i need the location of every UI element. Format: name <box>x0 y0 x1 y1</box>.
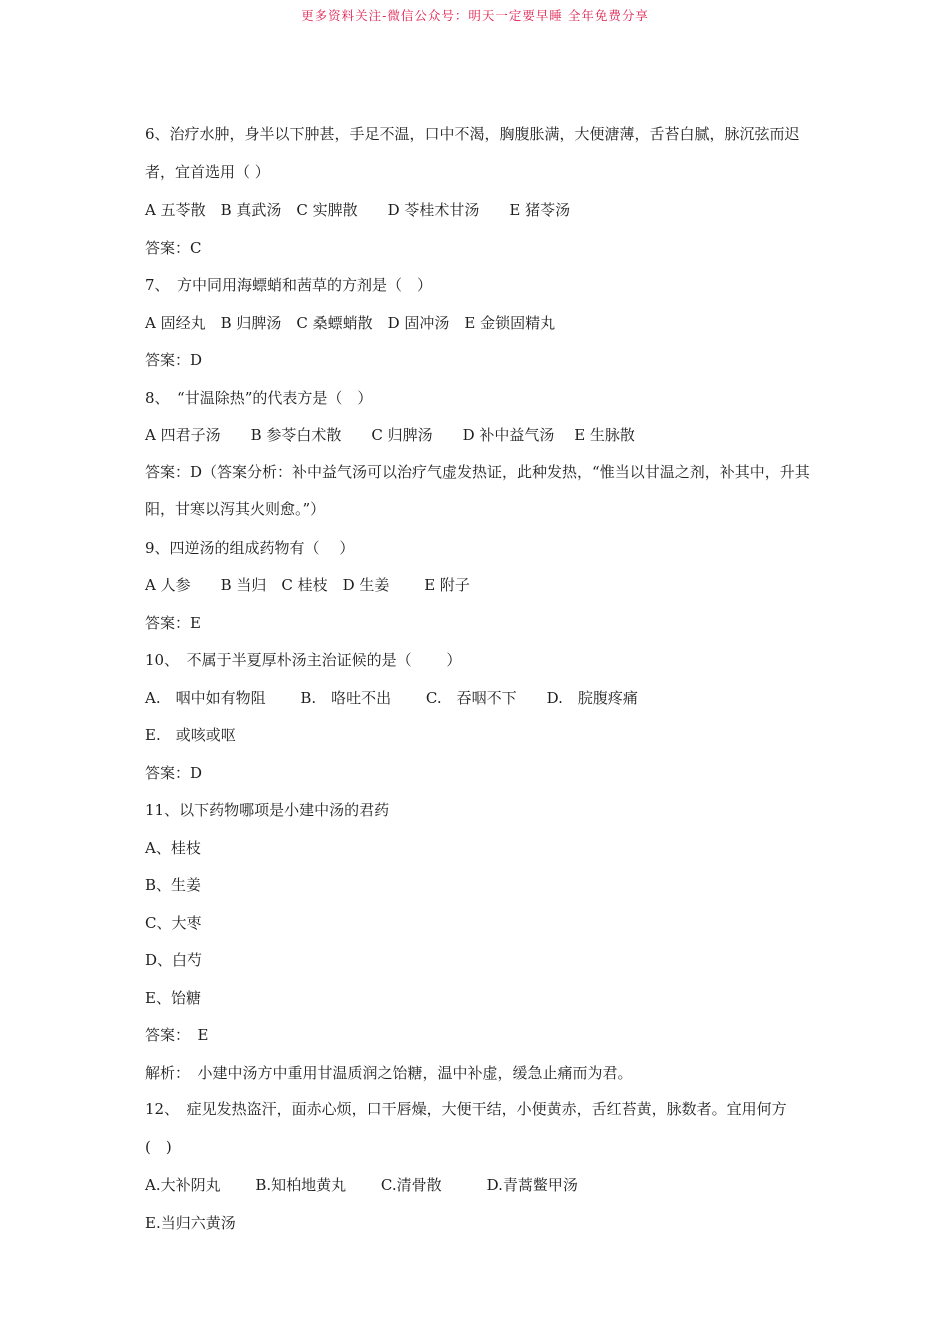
option-e: E、饴糖 <box>145 988 201 1007</box>
question-answer: 答案：D <box>145 763 203 782</box>
question-stem: 6、治疗水肿，身半以下肿甚，手足不温，口中不渴，胸腹胀满，大便溏薄，舌苔白腻，脉沉弦而迟者，宜首选用（ ） <box>145 125 800 181</box>
option-a: A、桂枝 <box>145 838 201 857</box>
question-options: A 五苓散 B 真武汤 C 实脾散 D 苓桂术甘汤 E 猪苓汤 <box>145 201 571 219</box>
question-stem: 10、 不属于半夏厚朴汤主治证候的是（ ） <box>145 651 462 669</box>
question-stem: 7、 方中同用海螵蛸和茜草的方剂是（ ） <box>145 276 433 294</box>
header-note: 更多资料关注-微信公众号：明天一定要早睡 全年免费分享 <box>301 8 649 23</box>
question-answer: 答案：C <box>145 238 202 257</box>
question-options: E. 或咳或呕 <box>145 726 236 744</box>
question-options: A 固经丸 B 归脾汤 C 桑螵蛸散 D 固冲汤 E 金锁固精丸 <box>145 313 556 332</box>
question-answer: 答案：D（答案分析：补中益气汤可以治疗气虚发热证，此种发热，“惟当以甘温之剂，补其中，升其阳，甘寒以泻其火则愈。”） <box>145 462 810 518</box>
question-answer: 答案： E <box>145 1026 209 1044</box>
option-d: D、白芍 <box>145 951 203 969</box>
question-analysis: 解析： 小建中汤方中重用甘温质润之饴糖，温中补虚，缓急止痛而为君。 <box>145 1063 633 1082</box>
question-options: A.大补阴丸 B.知柏地黄丸 C.清骨散 D.青蒿鳖甲汤 <box>145 1176 578 1194</box>
option-b: B、生姜 <box>145 876 202 894</box>
question-stem: 9、四逆汤的组成药物有（ ） <box>145 538 355 557</box>
question-stem: 11、以下药物哪项是小建中汤的君药 <box>145 801 390 819</box>
question-options: A. 咽中如有物阻 B. 咯吐不出 C. 吞咽不下 D. 脘腹疼痛 <box>145 688 638 707</box>
question-answer: 答案：D <box>145 351 203 369</box>
question-stem: 8、 “甘温除热”的代表方是（ ） <box>145 388 373 407</box>
question-options: E.当归六黄汤 <box>145 1213 236 1232</box>
question-stem: 12、 症见发热盗汗，面赤心烦，口干唇燥，大便干结，小便黄赤，舌红苔黄，脉数者。宜用何方( ) <box>145 1100 787 1156</box>
document-body <box>145 122 810 1247</box>
option-c: C、大枣 <box>145 913 202 932</box>
question-answer: 答案：E <box>145 613 201 632</box>
question-options: A 四君子汤 B 参苓白术散 C 归脾汤 D 补中益气汤 E 生脉散 <box>145 426 635 444</box>
question-options: A 人参 B 当归 C 桂枝 D 生姜 E 附子 <box>145 576 470 594</box>
